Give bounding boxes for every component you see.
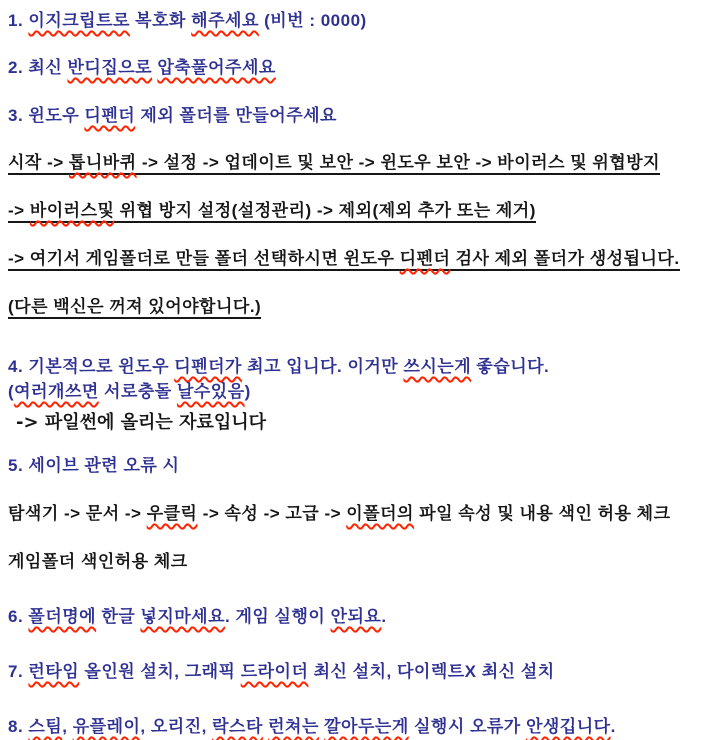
note-filesun-upload-text (16, 412, 266, 433)
text-segment: 위협 방지 설정(설정관리) -> 제외(제외 추가 또는 제거) (114, 201, 536, 220)
text-segment: 제외 폴더를 만들어주세요 (135, 106, 337, 125)
text-segment: ) (244, 382, 251, 401)
text-segment: 서로충돌 (98, 382, 177, 401)
text-segment: 1. (8, 11, 29, 30)
steps-path-1 (8, 151, 711, 175)
instruction-1-decrypt-text (8, 11, 367, 30)
steps-note-antivirus-off-text (8, 297, 261, 319)
misspelled-word: 이지크립트로 (28, 11, 130, 30)
text-segment: 올인원 설치, 그래픽 (79, 662, 241, 681)
misspelled-word: 톱니바퀴 (68, 153, 137, 172)
instruction-1-decrypt (8, 9, 711, 33)
text-segment: -> 속성 -> 고급 -> (197, 504, 347, 523)
text-segment: -> 파일썬에 올리는 자료입니다 (16, 412, 267, 433)
steps-path-2-text (8, 201, 536, 223)
steps-gamefolder-indexing (8, 550, 711, 574)
text-segment: 탐색기 -> 문서 -> (8, 504, 147, 523)
steps-gamefolder-indexing-text (8, 552, 188, 571)
text-segment: 검사 제외 폴더가 생성됩니다. (450, 249, 680, 268)
text-segment: . (381, 607, 387, 626)
misspelled-word: 안되요 (330, 607, 382, 626)
misspelled-word: 깔아두는게 (324, 717, 409, 736)
text-segment: 4. 기본적으로 윈도우 (8, 357, 175, 376)
misspelled-word: 안생깁니다 (525, 717, 611, 736)
steps-path-2 (8, 199, 711, 223)
instruction-3-defender-exclude-text (8, 106, 337, 125)
instruction-5-save-error (8, 454, 711, 478)
misspelled-word: 디펜더가 (174, 357, 242, 376)
instruction-4-defender-best-text (8, 357, 549, 376)
misspelled-word: 반디집으로 (67, 58, 153, 77)
misspelled-word: 여러개쓰면 (14, 382, 99, 401)
text-segment: 2. 최신 (8, 58, 68, 77)
misspelled-word: 이폴더의 (346, 504, 414, 523)
misspelled-word: 유플레이 (72, 717, 141, 736)
instruction-6-no-korean-foldername (8, 605, 711, 629)
instruction-8-launchers (8, 715, 711, 739)
text-segment: 7. (8, 662, 29, 681)
text-segment: (비번 : 0000) (258, 11, 367, 30)
text-segment: 최고 입니다. 이거만 (241, 357, 404, 376)
steps-indexing-allow-text (8, 504, 671, 523)
text-segment: 3. 윈도우 (8, 106, 85, 125)
text-segment: (다른 백신은 꺼져 있어야합니다.) (8, 297, 262, 316)
text-segment: . (610, 717, 616, 736)
misspelled-word: 우클릭 (146, 504, 198, 523)
misspelled-word: 락스타 (212, 717, 263, 736)
text-segment: -> 설정 -> 업데이트 및 보안 -> 윈도우 보안 -> 바이러스 및 위협방지 (136, 153, 661, 172)
text-segment: 좋습니다. (471, 357, 550, 376)
text-segment: ( (8, 382, 15, 401)
steps-note-antivirus-off (8, 295, 711, 319)
note-filesun-upload (8, 411, 711, 435)
misspelled-word: 디펜더 (84, 106, 136, 125)
misspelled-word: 넣지마세요 (140, 607, 226, 626)
misspelled-word: 런타임 (28, 662, 80, 681)
text-segment: , (62, 717, 73, 736)
misspelled-word: 해주세요 (191, 11, 259, 30)
text-segment: 8. (8, 717, 29, 736)
text-segment: 최신 설치, 다이렉트X 최신 설치 (308, 662, 555, 681)
text-segment: , 오리진, (140, 717, 213, 736)
text-segment: 실행시 오류가 (408, 717, 526, 736)
instruction-2-unzip-text (8, 58, 276, 77)
instruction-7-runtime-install-text (8, 662, 555, 681)
instruction-8-launchers-text (8, 717, 616, 736)
instruction-4-defender-best (8, 355, 711, 379)
steps-path-3 (8, 247, 711, 271)
misspelled-word: 런쳐는 (268, 717, 319, 736)
text-segment: 게임폴더 색인허용 체크 (8, 552, 188, 571)
instruction-2-unzip (8, 56, 711, 80)
steps-indexing-allow (8, 502, 711, 526)
instruction-6-no-korean-foldername-text (8, 607, 387, 626)
instruction-4-note-conflict (8, 380, 711, 404)
misspelled-word: 바이러스및 (29, 201, 115, 220)
text-segment: 시작 -> (8, 153, 69, 172)
instruction-7-runtime-install (8, 660, 711, 684)
instruction-3-defender-exclude (8, 104, 711, 128)
text-segment: -> (8, 201, 30, 220)
text-segment: . 게임 실행이 (225, 607, 331, 626)
misspelled-word: 날수있음 (176, 382, 245, 401)
text-segment: 한글 (96, 607, 141, 626)
misspelled-word: 폴더명에 (28, 607, 97, 626)
instruction-5-save-error-text (8, 456, 179, 475)
text-segment: 파일 속성 및 내용 색인 허용 체크 (413, 504, 671, 523)
misspelled-word: 드라이더 (240, 662, 309, 681)
text-segment: 복호화 (129, 11, 192, 30)
instruction-4-note-conflict-text (8, 382, 251, 401)
steps-path-3-text (8, 249, 680, 271)
misspelled-word: 쓰시는게 (403, 357, 472, 376)
text-segment: 5. 세이브 관련 오류 시 (8, 456, 180, 475)
misspelled-word: 스팀 (28, 717, 63, 736)
text-segment: 6. (8, 607, 29, 626)
text-segment: -> 여기서 게임폴더로 만들 폴더 선택하시면 윈도우 (8, 249, 400, 268)
misspelled-word: 디펜더 (399, 249, 451, 268)
steps-path-1-text (8, 153, 660, 175)
misspelled-word: 압축풀어주세요 (157, 58, 276, 77)
